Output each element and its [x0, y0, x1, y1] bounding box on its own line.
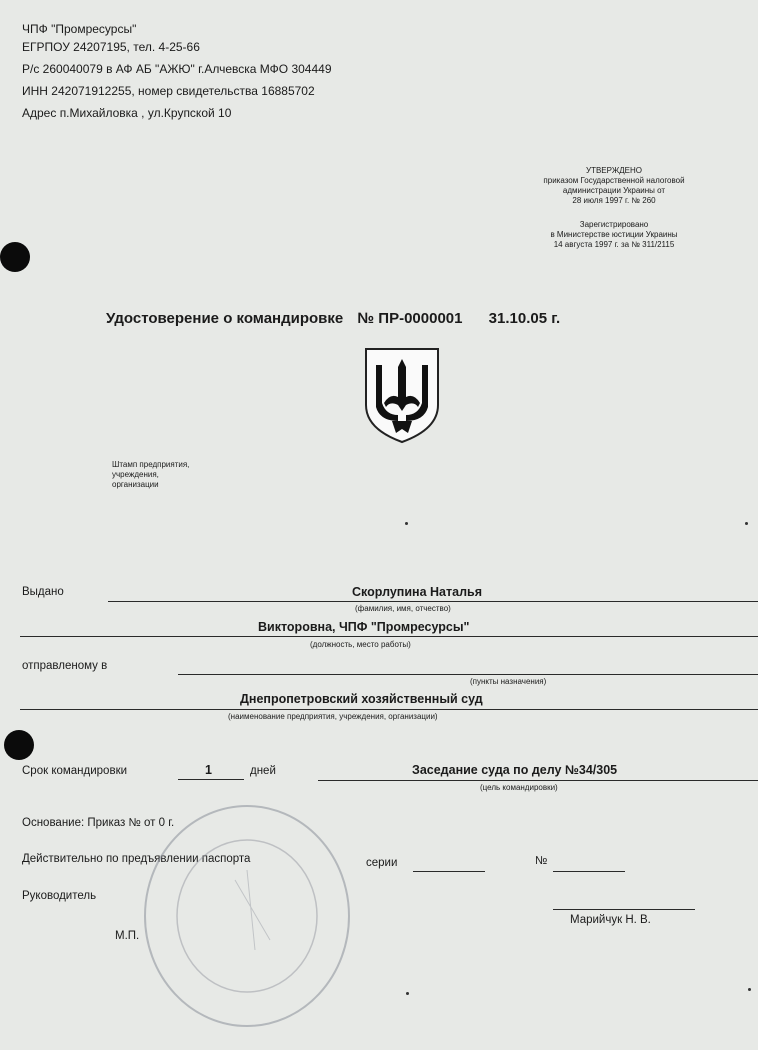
employee-name-cont: Викторовна, ЧПФ "Промресурсы": [258, 620, 470, 634]
position-caption: (должность, место работы): [310, 640, 411, 649]
trip-purpose: Заседание суда по делу №34/305: [412, 763, 618, 777]
approval-line: УТВЕРЖДЕНО: [585, 166, 643, 175]
seal-label: М.П.: [115, 930, 140, 942]
series-label: серии: [366, 857, 398, 869]
company-name: ЧПФ "Промресурсы": [22, 22, 137, 36]
company-account: Р/с 260040079 в АФ АБ "АЖЮ" г.Алчевска МФО 304449: [22, 62, 332, 76]
destination-caption: (пункты назначения): [470, 677, 547, 686]
title-date: 31.10.05 г.: [488, 310, 561, 327]
stamp-label: [112, 460, 189, 490]
approval-line: 14 августа 1997 г. за № 311/2115: [553, 240, 675, 249]
destination-line: [178, 674, 758, 675]
speck: [748, 988, 751, 991]
duration-value: 1: [205, 763, 212, 777]
approval-line: 28 июля 1997 г. № 260: [572, 196, 656, 205]
series-line: [413, 871, 485, 872]
punch-hole-icon: [0, 242, 30, 272]
sent-label: отправленому в: [22, 660, 108, 672]
head-label: Руководитель: [22, 890, 97, 902]
round-seal-icon: [140, 800, 355, 1030]
duration-line: [178, 779, 244, 780]
stamp-label-line: организации: [112, 480, 159, 489]
organization-line: [20, 709, 758, 710]
title-text: Удостоверение о командировке: [106, 310, 344, 327]
company-inn: ИНН 242071912255, номер свидетельства 16885702: [22, 84, 315, 98]
approval-line: в Министерстве юстиции Украины: [550, 230, 678, 239]
title-number: № ПР-0000001: [357, 310, 463, 327]
name-caption: (фамилия, имя, отчество): [355, 604, 451, 613]
organization-caption: (наименование предприятия, учреждения, организации): [228, 712, 438, 721]
name-line: [108, 601, 758, 602]
passport-label: Действительно по предъявлении паспорта: [22, 853, 251, 865]
position-line: [20, 636, 758, 637]
employee-name: Скорлупина Наталья: [352, 585, 482, 599]
company-edrpou: ЕГРПОУ 24207195, тел. 4-25-66: [22, 40, 200, 54]
head-name: Марийчук Н. В.: [570, 914, 651, 926]
basis-text: Основание: Приказ № от 0 г.: [22, 817, 175, 829]
purpose-line: [318, 780, 758, 781]
issued-label: Выдано: [22, 586, 64, 598]
speck: [745, 522, 748, 525]
speck: [405, 522, 408, 525]
approval-block: [490, 166, 738, 250]
duration-label: Срок командировки: [22, 765, 128, 777]
number-label: №: [535, 855, 548, 867]
stamp-label-line: учреждения,: [112, 470, 159, 479]
approval-line: администрации Украины от: [562, 186, 666, 195]
duration-unit: дней: [250, 765, 276, 777]
approval-line: Зарегистрировано: [579, 220, 649, 229]
document-title: [106, 310, 560, 327]
number-line: [553, 871, 625, 872]
company-address: Адрес п.Михайловка , ул.Крупской 10: [22, 106, 232, 120]
stamp-label-line: Штамп предприятия,: [112, 460, 190, 469]
signature-line: [553, 909, 695, 910]
purpose-caption: (цель командировки): [480, 783, 558, 792]
coat-of-arms-icon: [362, 345, 442, 445]
punch-hole-icon: [4, 730, 34, 760]
organization-name: Днепропетровский хозяйственный суд: [240, 692, 483, 706]
speck: [406, 992, 409, 995]
approval-line: приказом Государственной налоговой: [543, 176, 685, 185]
